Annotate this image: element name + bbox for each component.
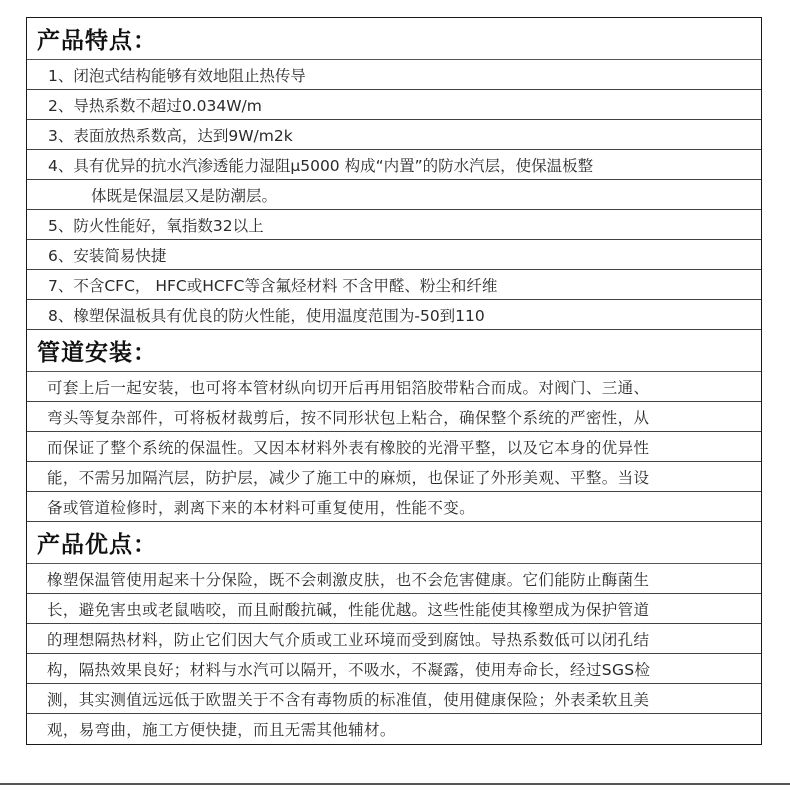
feature-row: 1、闭泡式结构能够有效地阻止热传导 xyxy=(27,60,761,90)
advantages-text-line: 橡塑保温管使用起来十分保险，既不会刺激皮肤，也不会危害健康。它们能防止酶菌生 xyxy=(27,564,761,594)
feature-row: 2、导热系数不超过0.034W/m xyxy=(27,90,761,120)
advantages-text-line: 测，其实测值远远低于欧盟关于不含有毒物质的标准值，使用健康保险；外表柔软且美 xyxy=(27,684,761,714)
section-title-advantages: 产品优点： xyxy=(27,522,761,564)
feature-row: 6、安装简易快捷 xyxy=(27,240,761,270)
feature-row: 5、防火性能好，氧指数32以上 xyxy=(27,210,761,240)
feature-row: 3、表面放热系数高，达到9W/m2k xyxy=(27,120,761,150)
installation-text-line: 弯头等复杂部件，可将板材裁剪后，按不同形状包上粘合，确保整个系统的严密性，从 xyxy=(27,402,761,432)
installation-text-line: 能，不需另加隔汽层，防护层，减少了施工中的麻烦，也保证了外形美观、平整。当设 xyxy=(27,462,761,492)
feature-row: 7、不含CFC， HFC或HCFC等含氟烃材料 不含甲醛、粉尘和纤维 xyxy=(27,270,761,300)
product-spec-sheet xyxy=(26,17,762,745)
advantages-text-line: 的理想隔热材料，防止它们因大气介质或工业环境而受到腐蚀。导热系数低可以闭孔结 xyxy=(27,624,761,654)
installation-text-line: 可套上后一起安装，也可将本管材纵向切开后再用铝箔胶带粘合而成。对阀门、三通、 xyxy=(27,372,761,402)
advantages-text-line: 构，隔热效果良好；材料与水汽可以隔开，不吸水，不凝露，使用寿命长，经过SGS检 xyxy=(27,654,761,684)
section-title-installation: 管道安装： xyxy=(27,330,761,372)
feature-row: 8、橡塑保温板具有优良的防火性能，使用温度范围为-50到110 xyxy=(27,300,761,330)
section-title-features: 产品特点： xyxy=(27,18,761,60)
installation-text-line: 而保证了整个系统的保温性。又因本材料外表有橡胶的光滑平整，以及它本身的优异性 xyxy=(27,432,761,462)
advantages-text-line: 观，易弯曲，施工方便快捷，而且无需其他辅材。 xyxy=(47,721,396,739)
feature-row: 4、具有优异的抗水汽渗透能力湿阻μ5000 构成“内置”的防水汽层，使保温板整 xyxy=(27,150,761,180)
feature-row-continuation: 体既是保温层又是防潮层。 xyxy=(27,180,761,210)
advantages-text-line: 长，避免害虫或老鼠啮咬，而且耐酸抗碱，性能优越。这些性能使其橡塑成为保护管道 xyxy=(27,594,761,624)
bottom-divider xyxy=(0,783,790,785)
installation-text-line: 备或管道检修时，剥离下来的本材料可重复使用，性能不变。 xyxy=(27,492,761,522)
